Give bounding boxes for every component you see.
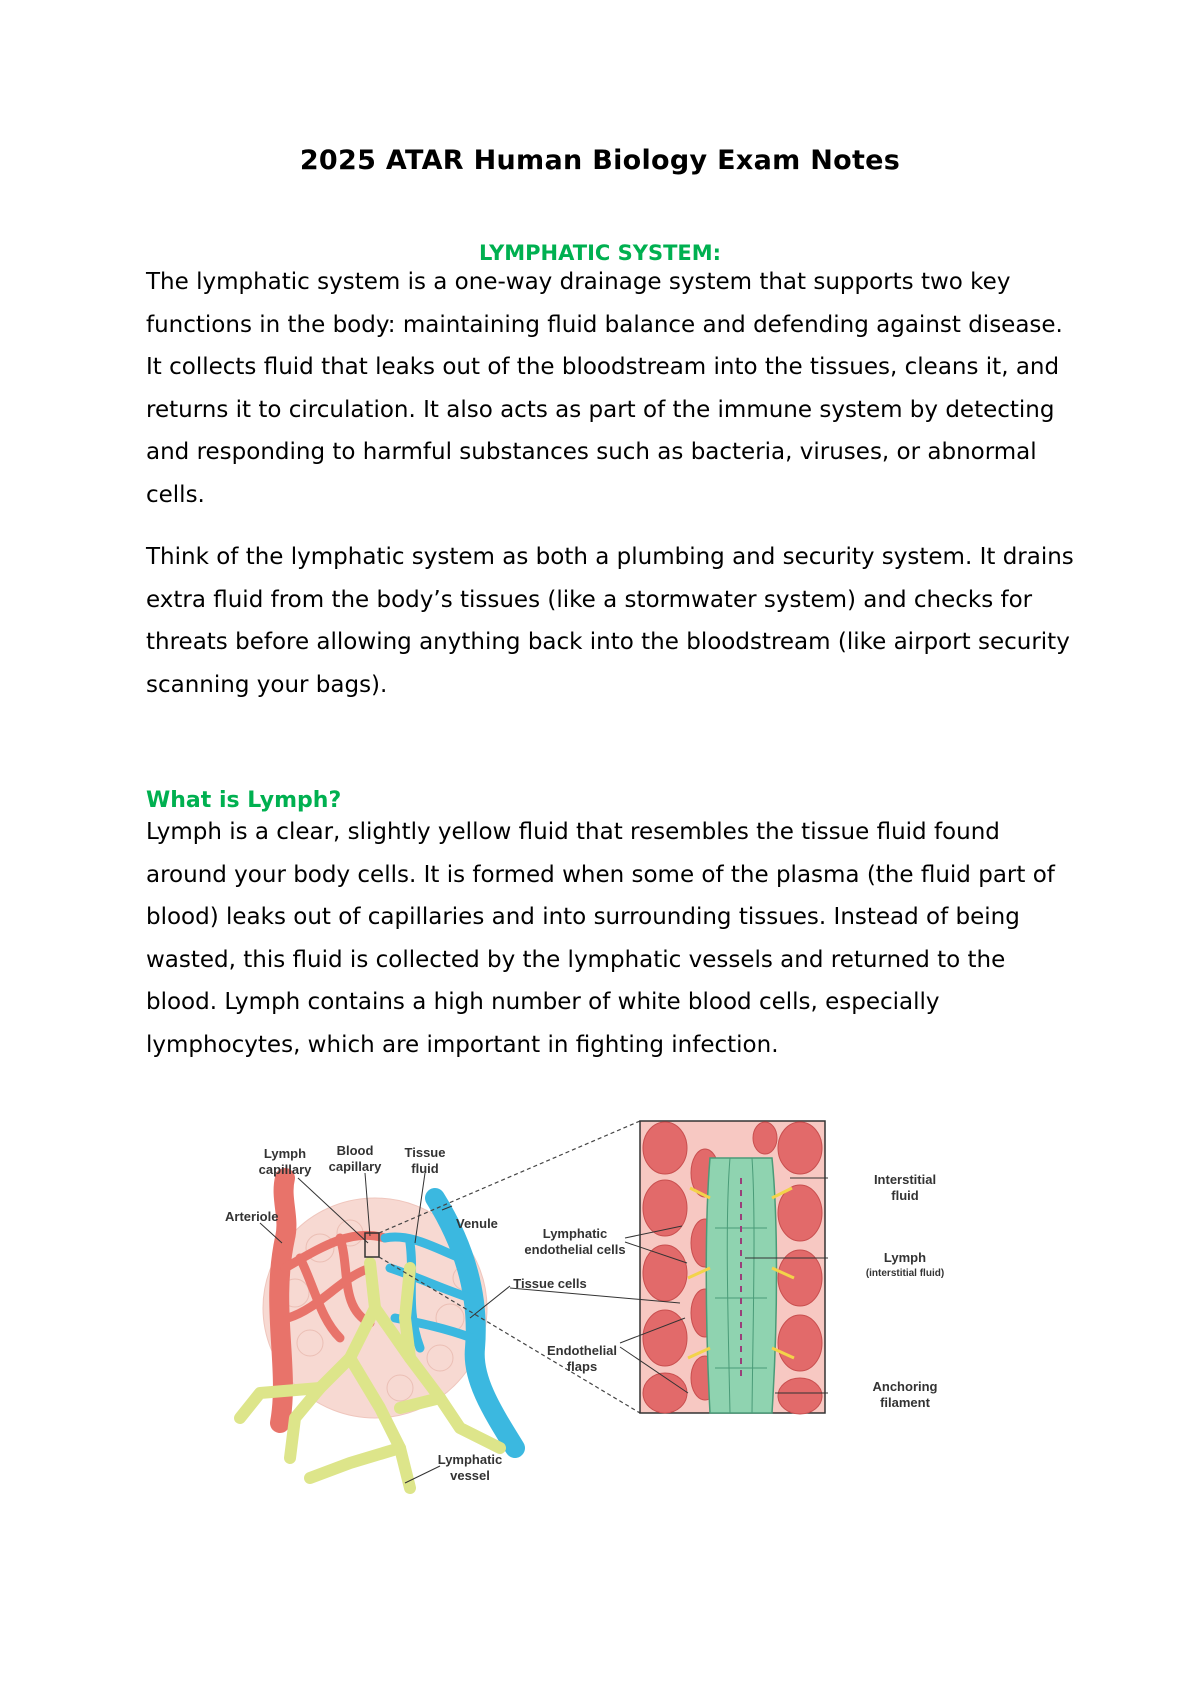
label-anchoring-1: Anchoring xyxy=(872,1379,938,1394)
label-blood-capillary-2: capillary xyxy=(328,1159,382,1174)
label-lymph-capillary-2: capillary xyxy=(258,1162,312,1177)
section-heading: LYMPHATIC SYSTEM: xyxy=(478,241,722,265)
label-interstitial-fluid-1: Interstitial xyxy=(873,1172,937,1187)
paragraph-intro: The lymphatic system is a one-way drainage system that supports two key functions in the body: maintaining fluid balance and defending against disease. It collects fluid that leaks out of the bloodstream into the tissues, cleans it, and returns it to circulation. It also acts as part of the immune system by detecting and responding to harmful substances such as bacteria, viruses, or abnormal cells. xyxy=(146,269,1063,508)
document-title: 2025 ATAR Human Biology Exam Notes xyxy=(299,145,901,176)
label-tissue-fluid-1: Tissue xyxy=(404,1145,446,1160)
subheading-what-is-lymph: What is Lymph? xyxy=(146,788,342,813)
label-endothelial-flaps-1: Endothelial xyxy=(546,1343,618,1358)
paragraph-analogy: Think of the lymphatic system as both a plumbing and security system. It drains extra fluid from the body’s tissues (like a stormwater system) and checks for threats before allowing anything back into the bloodstream (like airport security scanning your bags). xyxy=(146,544,1074,698)
label-lymphatic-vessel-2: vessel xyxy=(450,1468,490,1483)
zoom-line-top xyxy=(379,1121,640,1233)
label-lymphatic-endothelial-2: endothelial cells xyxy=(524,1242,626,1257)
label-anchoring-2: filament xyxy=(880,1395,930,1410)
label-lymphatic-endothelial-1: Lymphatic xyxy=(542,1226,608,1241)
label-tissue-fluid-2: fluid xyxy=(411,1161,439,1176)
label-arteriole: Arteriole xyxy=(225,1209,279,1224)
label-lymphatic-vessel-1: Lymphatic xyxy=(437,1452,503,1467)
label-venule: Venule xyxy=(456,1216,498,1231)
label-lymph-note: (interstitial fluid) xyxy=(865,1268,945,1279)
label-blood-capillary-1: Blood xyxy=(336,1143,374,1158)
lymphatic-capillary-diagram xyxy=(200,1118,1000,1518)
label-endothelial-flaps-2: flaps xyxy=(566,1359,598,1374)
paragraph-lymph: Lymph is a clear, slightly yellow fluid that resembles the tissue fluid found around your body cells. It is formed when some of the plasma (the fluid part of blood) leaks out of capillaries and into surrounding tissues. Instead of being wasted, this fluid is collected by the lymphatic vessels and returned to the blood. Lymph contains a high number of white blood cells, especially lymphocytes, which are important in fighting infection. xyxy=(146,819,1055,1058)
label-lymph-capillary-1: Lymph xyxy=(263,1146,307,1161)
label-lymph: Lymph xyxy=(883,1250,927,1265)
label-interstitial-fluid-2: fluid xyxy=(891,1188,919,1203)
label-tissue-cells: Tissue cells xyxy=(513,1276,587,1291)
